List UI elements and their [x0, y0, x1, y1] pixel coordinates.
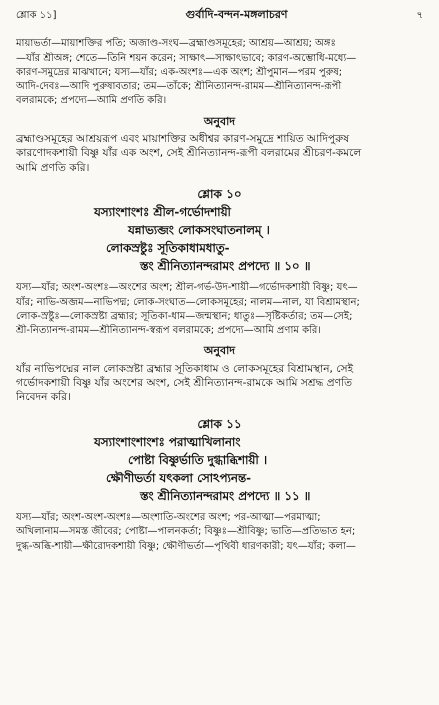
synonyms-block-10	[16, 281, 423, 338]
synonyms-block-top	[16, 37, 423, 108]
verse-line: যস্যাংশাংশঃ শ্রীল-গর্ভোদশায়ী	[94, 205, 231, 220]
synonym-line: দুগ্ধ-অব্ধি-শায়ী—ক্ষীরোদকশায়ী বিষ্ণু; ক্ষৌণীভর্তা—পৃথিবী ধারণকারী; যৎ—যাঁর; কলা—	[16, 540, 356, 552]
verse-line: পোষ্টা বিষ্ণুর্ভাতি দুগ্ধাব্ধিশায়ী ।	[128, 452, 268, 467]
synonym-line: অখিলানাম—সমস্ত জীবের; পোষ্টা—পালনকর্তা; বিষ্ণুঃ—শ্রীবিষ্ণু; ভাতি—প্রতিভাত হন;	[16, 526, 356, 538]
translation-block	[16, 362, 423, 405]
synonym-line: আদি-দেবঃ—আদি পুরুষাবতার; তম—তাঁকে; শ্রীনিত্যানন্দ-রামম—শ্রীনিত্যানন্দ-রূপী	[16, 81, 342, 93]
synonym-line: যস্য—যাঁর; অংশ-অংশঃ—অংশের অংশ; শ্রীল-গর্ভ-উদ-শায়ী—গর্ভোদকশায়ী বিষ্ণু; যৎ—	[16, 282, 358, 294]
verse-line: যস্যাংশাংশাংশঃ পরাত্মাখিলানাং	[94, 434, 241, 449]
translation-line: গর্ভোদকশায়ী বিষ্ণু যাঁর অংশের অংশ, সেই শ্রীনিত্যানন্দ-রামকে আমি সশ্রদ্ধ প্রণতি	[16, 377, 353, 390]
synonym-line: শ্রী-নিত্যানন্দ-রামম—শ্রীনিত্যানন্দ-স্বরূপ বলরামকে; প্রপদ্যে—আমি প্রণাম করি।	[16, 325, 322, 337]
synonym-line: —যাঁর শ্রীঅঙ্গ; শেতে—তিনি শয়ন করেন; সাক্ষাৎ—সাক্ষাৎভাবে; কারণ-অম্ভোধি-মধ্যে—	[16, 52, 357, 64]
chapter-title: গুর্বাদি-বন্দন-মঙ্গলাচরণ	[185, 8, 288, 21]
translation-heading: অনুবাদ	[203, 114, 236, 128]
translation-line: যাঁর নাভিপদ্মের নাল লোকস্রষ্টা ব্রহ্মার সূতিকাধাম ও লোকসমূহের বিশ্রামস্থান, সেই	[16, 362, 354, 375]
synonym-line: বলরামকে; প্রপদ্যে—আমি প্রণতি করি।	[16, 95, 167, 107]
translation-line: ব্রহ্মাণ্ডসমূহের আশ্রয়রূপ এবং মায়াশক্তির অধীশ্বর কারণ-সমুদ্রে শায়িত আদিপুরুষ	[16, 133, 350, 146]
verse-line: ক্ষৌণীভর্তা যৎকলা সোঽপ্যনন্ত-	[106, 470, 251, 485]
verse-reference: শ্লোক ১১]	[16, 10, 57, 21]
translation-heading: অনুবাদ	[203, 344, 236, 358]
synonym-line: কারণ-সমুদ্রের মাঝখানে; যস্য—যাঁর; এক-অংশঃ—এক অংশ; শ্রীপুমান—পরম পুরুষ;	[16, 66, 343, 78]
translation-line: নিবেদন করি।	[16, 391, 71, 404]
synonym-line: যাঁর; নাভি-অব্জম—নাভিপদ্ম; লোক-সংঘাত—লোকসমূহের; নালম—নাল, যা বিশ্রামস্থান;	[16, 296, 360, 308]
verse-line: লোকস্রষ্টুঃ সূতিকাধামধাতু-	[106, 241, 230, 256]
verse-line: স্তং শ্রীনিত্যানন্দরামং প্রপদ্যে ॥ ১১ ॥	[140, 488, 311, 503]
synonym-line: লোক-স্রষ্টুঃ—লোকস্রষ্টা ব্রহ্মার; সূতিকা-ধাম—জন্মস্থান; ধাতুঃ—সৃষ্টিকর্তার; তম—সেই;	[16, 310, 353, 322]
verse-10	[16, 187, 423, 275]
verse-heading: শ্লোক ১০	[197, 186, 242, 201]
verse-line: স্তং শ্রীনিত্যানন্দরামং প্রপদ্যে ॥ ১০ ॥	[140, 259, 311, 274]
synonym-line: যস্য—যাঁর; অংশ-অংশ-অংশঃ—অংশাতি-অংশের অংশ; পর-আত্মা—পরমাত্মা;	[16, 511, 321, 523]
translation-line: আমি প্রণতি করি।	[16, 161, 90, 174]
verse-line: যন্নাভ্যব্জং লোকসংঘাতনালম্ ।	[128, 223, 270, 238]
synonyms-block-11	[16, 511, 423, 554]
page-header	[16, 8, 423, 23]
translation-block	[16, 132, 423, 175]
verse-11	[16, 417, 423, 505]
verse-heading: শ্লোক ১১	[197, 416, 242, 431]
translation-line: কারণোদকশায়ী বিষ্ণু যাঁর এক অংশ, সেই শ্রীনিত্যানন্দ-রূপী বলরামের শ্রীচরণ-কমলে	[16, 147, 362, 160]
page-number: ৭	[416, 10, 423, 21]
synonym-line: মায়াভর্তা—মায়াশক্তির পতি; অজাণ্ড-সংঘ—ব্রহ্মাণ্ডসমূহের; আশ্রয়—আশ্রয়; অঙ্গঃ	[16, 38, 336, 50]
